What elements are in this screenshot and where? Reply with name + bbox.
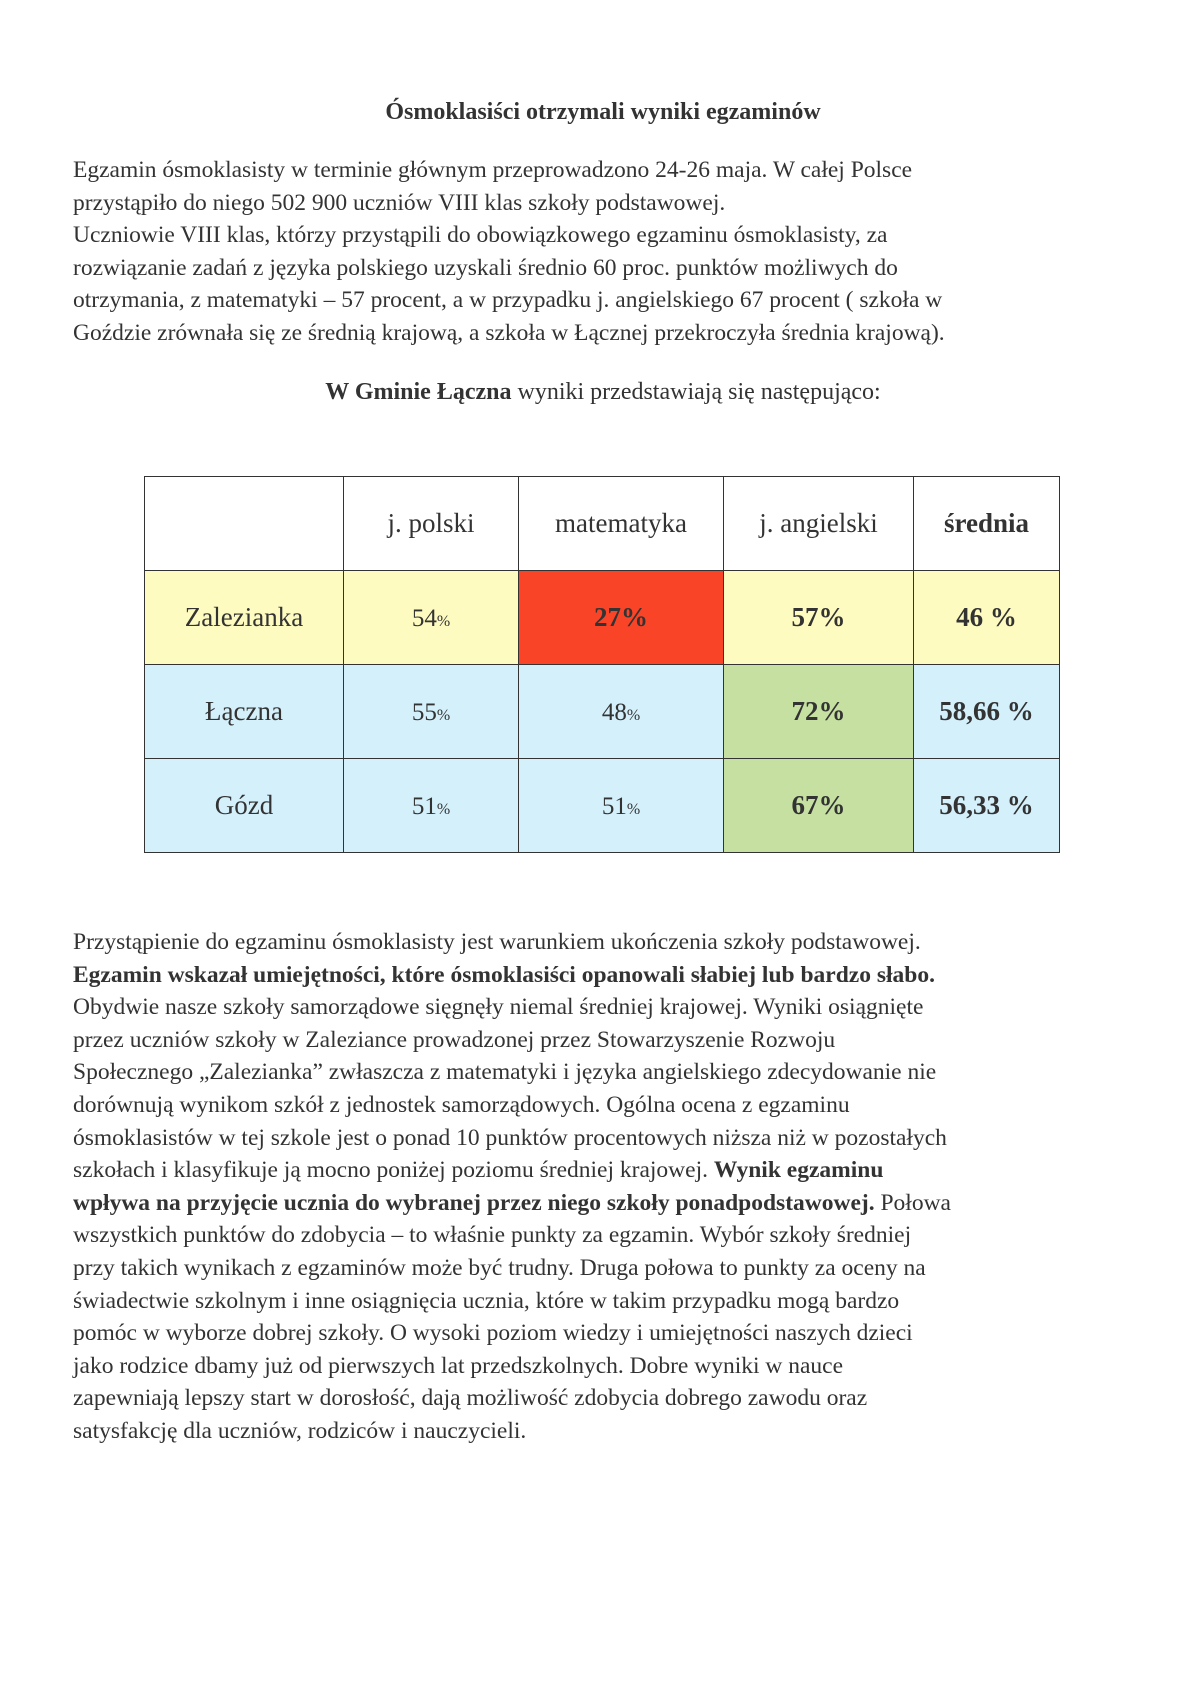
intro-line: Egzamin ósmoklasisty w terminie głównym przeprowadzono 24-26 maja. W całej Polsce [73,157,913,183]
body-line: zapewniają lepszy start w dorosłość, dają możliwość zdobycia dobrego zawodu oraz [73,1385,868,1412]
body-line: Obydwie nasze szkoły samorządowe sięgnęły niemal średniej krajowej. Wyniki osiągnięte [73,994,924,1021]
lead-bold: W Gminie Łączna [325,378,512,405]
score-matematyka: 27% [519,571,724,665]
header-matematyka: matematyka [519,477,724,571]
body-line: wszystkich punktów do zdobycia – to właśnie punkty za egzamin. Wybór szkoły średniej [73,1222,912,1249]
body-line: satysfakcję dla uczniów, rodziców i nauczycieli. [73,1417,527,1444]
body-line: świadectwie szkolnym i inne osiągnięcia ucznia, które w takim przypadku mogą bardzo [73,1287,900,1314]
score-matematyka: 48% [519,665,724,759]
body-line: jako rodzice dbamy już od pierwszych lat przedszkolnych. Dobre wyniki w nauce [73,1352,844,1379]
score-polski: 54% [344,571,519,665]
score-srednia: 56,33 % [914,759,1060,853]
intro-line: otrzymania, z matematyki – 57 procent, a w przypadku j. angielskiego 67 procent ( szkoła w [73,287,943,314]
table-row [145,665,1060,759]
intro-line: Uczniowie VIII klas, którzy przystąpili do obowiązkowego egzaminu ósmoklasisty, za [73,222,888,249]
score-srednia: 58,66 % [914,665,1060,759]
intro-line: przystąpiło do niego 502 900 uczniów VIII klas szkoły podstawowej. [73,189,726,216]
score-angielski: 57% [724,571,914,665]
table-row [145,759,1060,853]
table-row [145,571,1060,665]
score-angielski: 67% [724,759,914,853]
intro-line: rozwiązanie zadań z języka polskiego uzyskali średnio 60 proc. punktów możliwych do [73,254,898,281]
table-lead [73,376,1133,408]
score-matematyka: 51% [519,759,724,853]
header-polski: j. polski [344,477,519,571]
header-srednia: średnia [914,477,1060,571]
body-line: Społecznego „Zalezianka” zwłaszcza z matematyki i języka angielskiego zdecydowanie nie [73,1059,937,1086]
results-table [144,476,1060,853]
body-line: dorównują wynikom szkół z jednostek samorządowych. Ogólna ocena z egzaminu [73,1091,850,1118]
lead-rest: wyniki przedstawiają się następująco: [511,378,881,405]
body-paragraph [73,926,1133,1448]
intro-line: Goździe zrównała się ze średnią krajową, a szkoła w Łącznej przekroczyła średnia krajową). [73,319,945,346]
intro-paragraph [73,154,1133,350]
body-line: Przystąpienie do egzaminu ósmoklasisty jest warunkiem ukończenia szkoły podstawowej. [73,929,921,955]
body-line: szkołach i klasyfikuje ją mocno poniżej poziomu średniej krajowej. Wynik egzaminu [73,1157,884,1184]
table-header-row [145,477,1060,571]
body-line: pomóc w wyborze dobrej szkoły. O wysoki poziom wiedzy i umiejętności naszych dzieci [73,1320,913,1347]
school-name: Łączna [145,665,344,759]
score-polski: 51% [344,759,519,853]
body-line: wpływa na przyjęcie ucznia do wybranej przez niego szkoły ponadpodstawowej. Połowa [73,1189,951,1216]
document-page [73,96,1133,1444]
body-line: ósmoklasistów w tej szkole jest o ponad 10 punktów procentowych niższa niż w pozostałych [73,1124,947,1151]
score-srednia: 46 % [914,571,1060,665]
score-polski: 55% [344,665,519,759]
header-empty-cell [145,477,344,571]
body-line: przez uczniów szkoły w Zaleziance prowadzonej przez Stowarzyszenie Rozwoju [73,1026,836,1053]
body-line: Egzamin wskazał umiejętności, które ósmoklasiści opanowali słabiej lub bardzo słabo. [73,961,935,988]
article-title: Ósmoklasiści otrzymali wyniki egzaminów [385,99,821,125]
school-name: Zalezianka [145,571,344,665]
school-name: Gózd [145,759,344,853]
body-line: przy takich wynikach z egzaminów może być trudny. Druga połowa to punkty za oceny na [73,1254,926,1281]
header-angielski: j. angielski [724,477,914,571]
score-angielski: 72% [724,665,914,759]
